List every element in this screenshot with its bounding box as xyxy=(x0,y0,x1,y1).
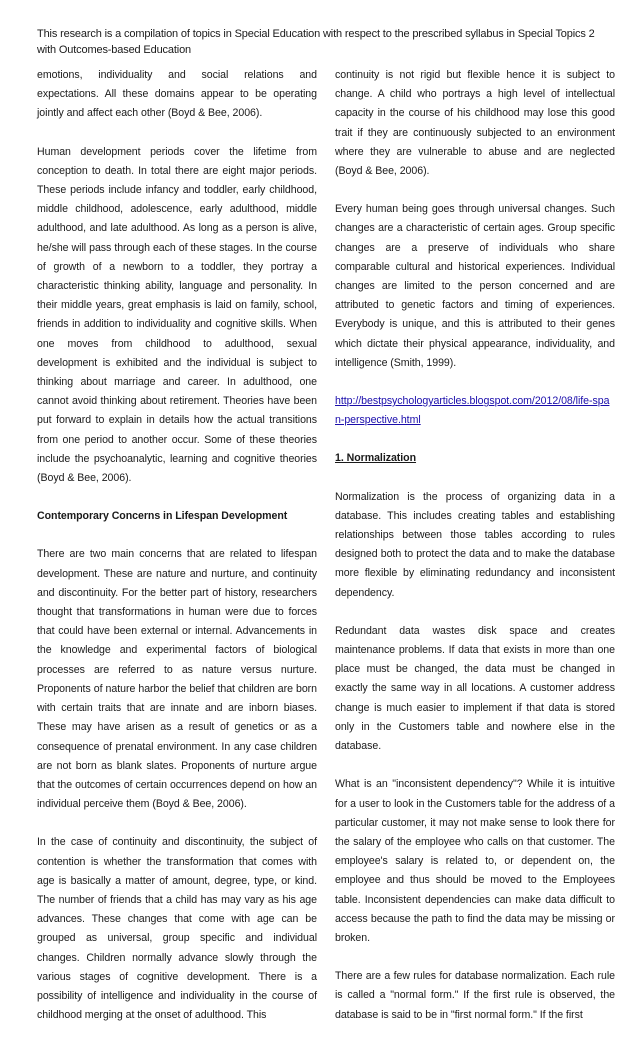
paragraph: continuity is not rigid but flexible hence it is subject to change. A child who portrays a high level of intellectual capacity in the course of his childhood may lose this good trait if they are continuously subjected to an environment where they are vulnerable to abuse and are neglected (Boyd & Bee, 2006). xyxy=(335,69,615,178)
section-heading: 1. Normalization xyxy=(335,452,417,465)
page-header: This research is a compilation of topics in Special Education with respect to the prescribed syllabus in Special Topics 2 with Outcomes-based Education xyxy=(37,28,595,56)
reference-link[interactable]: http://bestpsychologyarticles.blogspot.com/2012/08/life-span-perspective.html xyxy=(335,395,610,427)
paragraph: emotions, individuality and social relations and expectations. All these domains appear to be operating jointly and affect each other (Boyd & Bee, 2006). xyxy=(37,69,317,120)
paragraph: Normalization is the process of organizing data in a database. This includes creating tables and establishing relationships between those tables according to rules designed both to protect the data and to make the database more flexible by eliminating redundancy and inconsistent dependency. xyxy=(335,490,615,599)
paragraph: What is an "inconsistent dependency"? While it is intuitive for a user to look in the Customers table for the address of a particular customer, it may not make sense to look there for the salary of the employee who calls on that customer. The employee's salary is related to, or dependent on, the employee and thus should be moved to the Employees table. Inconsistent dependencies can make data difficult to access because the path to find the data may be missing or broken. xyxy=(335,778,615,944)
paragraph: There are a few rules for database normalization. Each rule is called a "normal form." If the first rule is observed, the database is said to be in "first normal form." If the first xyxy=(335,970,615,1021)
reference-link-paragraph xyxy=(335,392,615,430)
right-column xyxy=(335,66,615,1044)
section-heading: Contemporary Concerns in Lifespan Development xyxy=(37,510,288,523)
paragraph: In the case of continuity and discontinuity, the subject of contention is whether the transformation that comes with age is basically a matter of amount, degree, type, or kind. The number of friends that a child has may vary as his age advances. These changes that come with age can be grouped as universal, group specific and individual changes. Children normally advance slowly through the various stages of cognitive development. There is a possibility of intelligence and individuality in the course of childhood merging at the onset of adulthood. This xyxy=(37,836,317,1022)
paragraph: There are two main concerns that are related to lifespan development. These are nature and nurture, and continuity and discontinuity. For the better part of history, researchers thought that transformations in human were due to forces that could have been external or internal. Advancements in the knowledge and experimental factors of biological processes are referred to as nature versus nurture. Proponents of nature harbor the belief that children are born with certain traits that are innate and are inborn biases. These may have arisen as a result of genetics or as a consequence of prenatal environment. In any case children are not born as blank slates. Proponents of nurture argue that the outcomes of certain occurrences depend on how an individual perceive them (Boyd & Bee, 2006). xyxy=(37,548,317,811)
left-column xyxy=(37,66,317,1044)
paragraph: Human development periods cover the lifetime from conception to death. In total there are eight major periods. These periods include infancy and toddler, early childhood, middle childhood, adolescence, early adulthood, middle adulthood, and late adulthood. As long as a person is alive, he/she will pass through each of these stages. In the course of growth of a newborn to a toddler, they portray a characteristic thinking ability, language and personality. In their middle years, great emphasis is laid on family, school, friends in addition to individuality and cognitive skills. When one moves from childhood to adulthood, sexual development is exhibited and the individual is subject to thinking about marriage and career. In adulthood, one cannot avoid thinking about retirement. Theories have been put forward to explain in details how the actual transitions from one period to another occur. Some of these theories include the psychoanalytic, learning and cognitive theories (Boyd & Bee, 2006). xyxy=(37,145,317,485)
paragraph: Redundant data wastes disk space and creates maintenance problems. If data that exists in more than one place must be changed, the data must be changed in exactly the same way in all locations. A customer address change is much easier to implement if that data is stored only in the Customers table and nowhere else in the database. xyxy=(335,624,615,753)
paragraph: Every human being goes through universal changes. Such changes are a characteristic of certain ages. Group specific changes are a preserve of individuals who share comparable cultural and historical experiences. Individual changes are limited to the person concerned and are attributed to genetic factors and timing of experiences. Everybody is unique, and this is attributed to their genes which dictate their physical appearance, individuality, and intelligence (Smith, 1999). xyxy=(335,203,615,369)
